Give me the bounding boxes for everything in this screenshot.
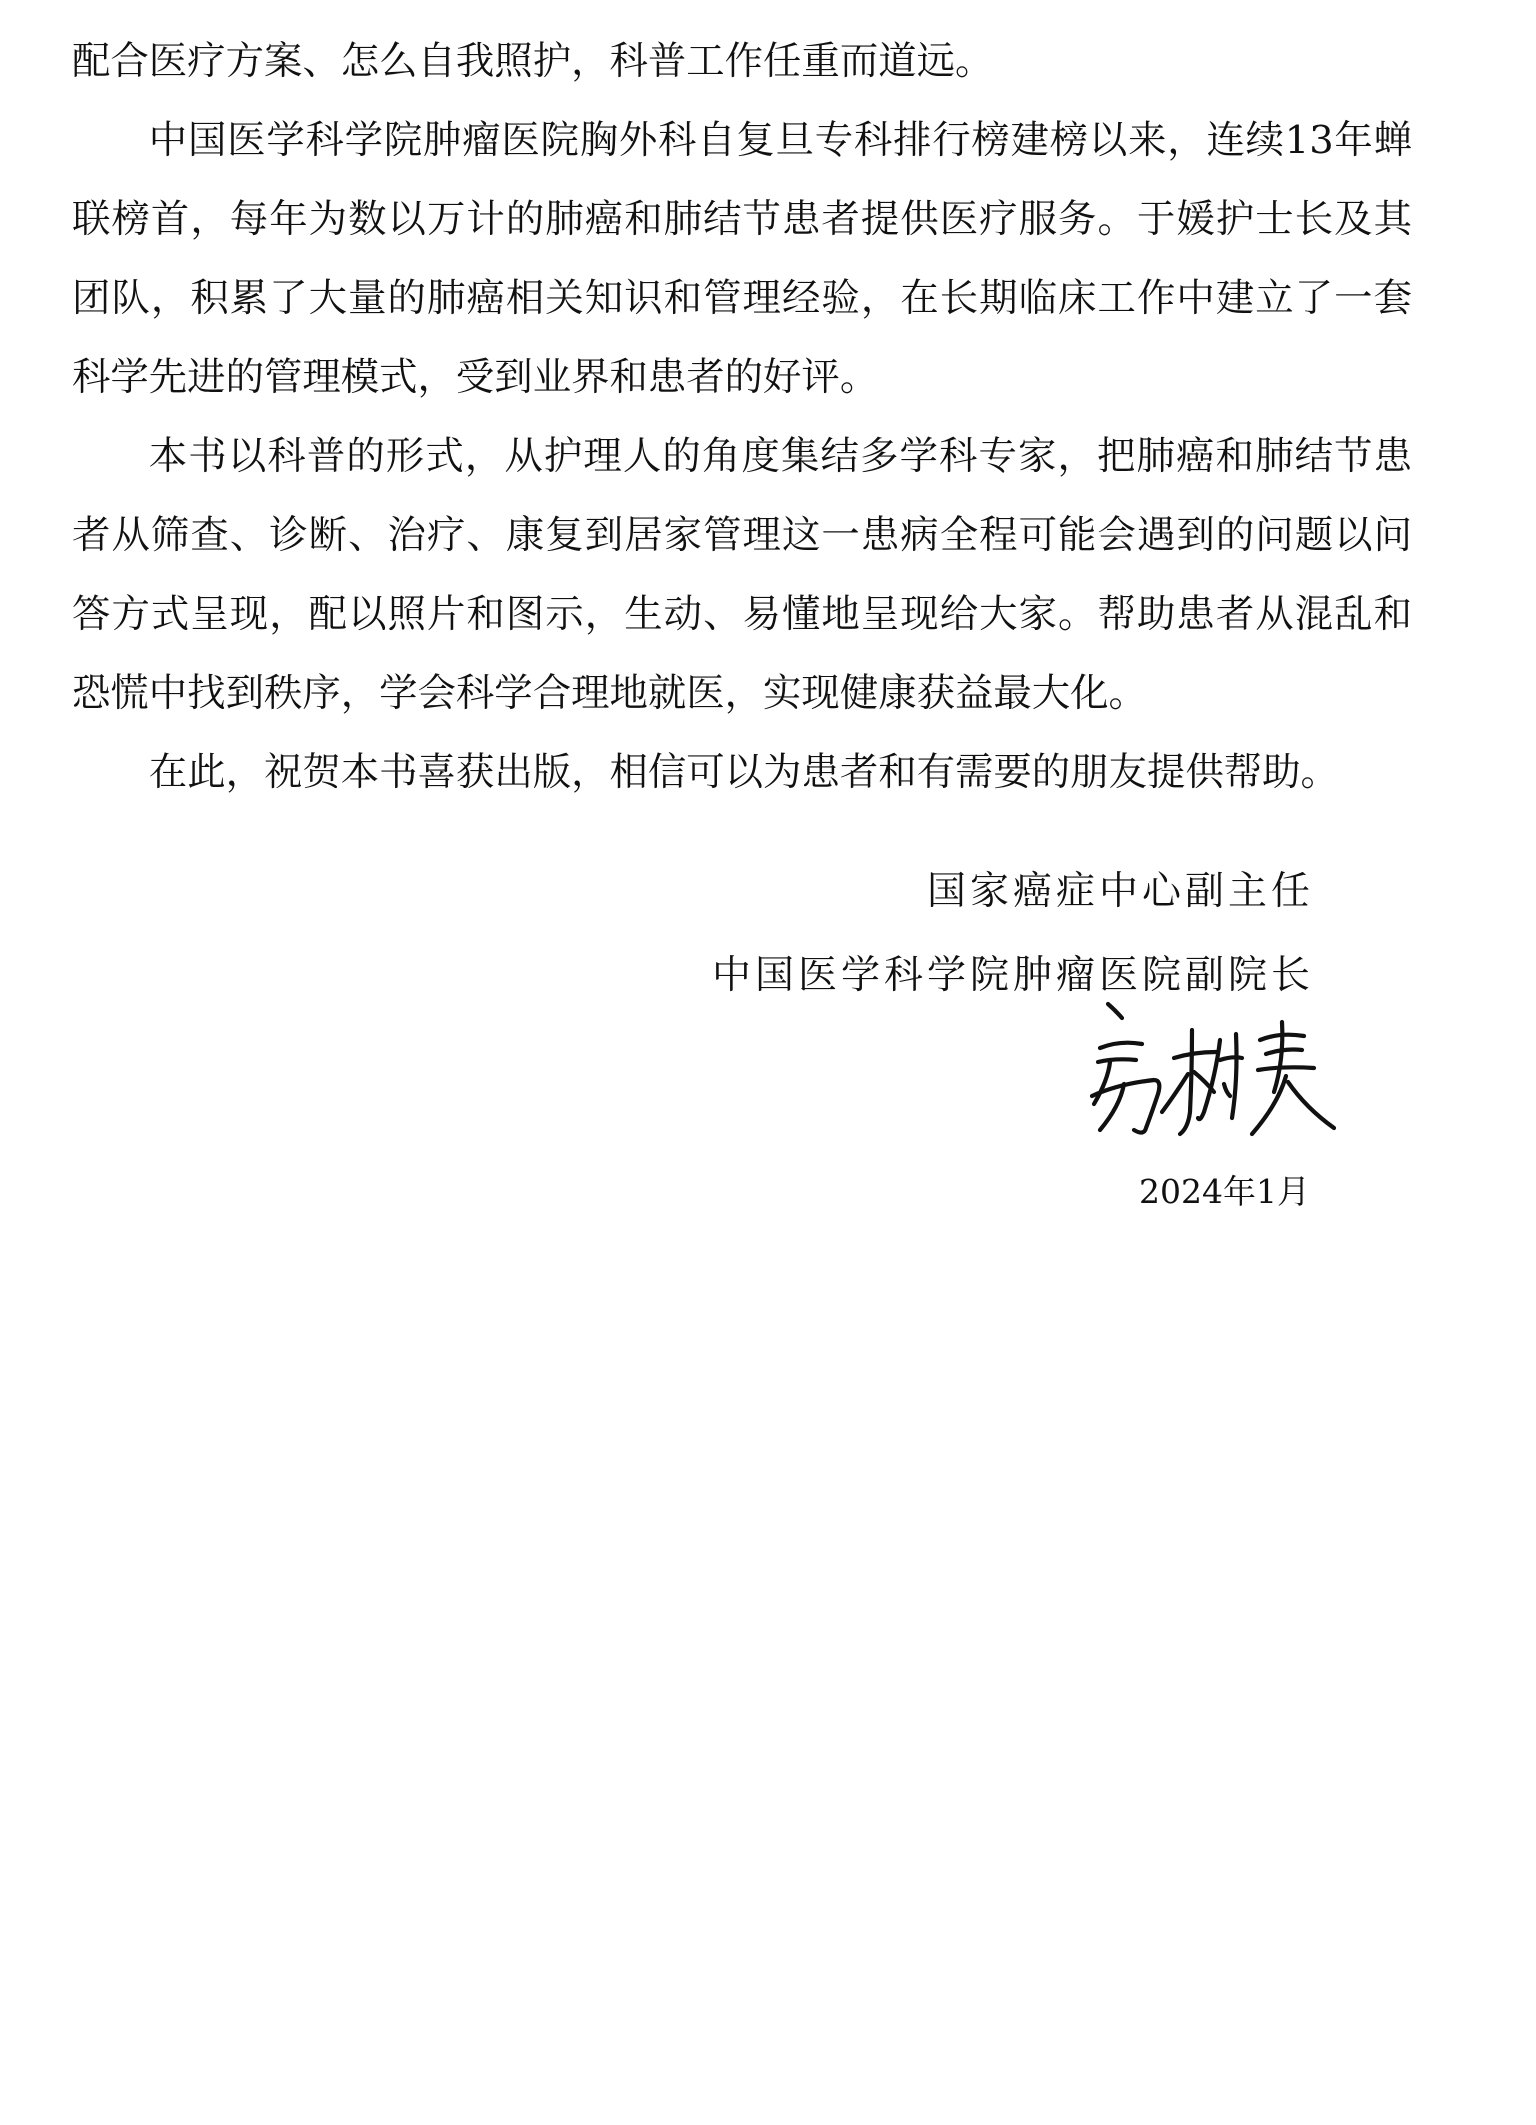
paragraph: 中国医学科学院肿瘤医院胸外科自复旦专科排行榜建榜以来，连续13年蝉联榜首，每年为数以万计的肺癌和肺结节患者提供医疗服务。于媛护士长及其团队，积累了大量的肺癌相关知识和管理经验，在长期临床工作中建立了一套科学先进的管理模式，受到业界和患者的好评。 bbox=[72, 118, 1412, 400]
paragraph: 在此，祝贺本书喜获出版，相信可以为患者和有需要的朋友提供帮助。 bbox=[148, 750, 1339, 795]
date: 2024年1月 bbox=[1139, 1172, 1310, 1211]
author-title-2: 中国医学科学院肿瘤医院副院长 bbox=[711, 953, 1314, 998]
signature-block bbox=[712, 850, 1314, 1018]
paragraph: 配合医疗方案、怎么自我照护，科普工作任重而道远。 bbox=[72, 39, 994, 84]
author-title-1: 国家癌症中心副主任 bbox=[926, 869, 1314, 914]
body-text bbox=[72, 22, 1412, 812]
paragraph: 本书以科普的形式，从护理人的角度集结多学科专家，把肺癌和肺结节患者从筛查、诊断、治疗、康复到居家管理这一患病全程可能会遇到的问题以问答方式呈现，配以照片和图示，生动、易懂地呈现给大家。帮助患者从混乱和恐慌中找到秩序，学会科学合理地就医，实现健康获益最大化。 bbox=[72, 434, 1412, 716]
handwritten-signature bbox=[1070, 1000, 1340, 1160]
